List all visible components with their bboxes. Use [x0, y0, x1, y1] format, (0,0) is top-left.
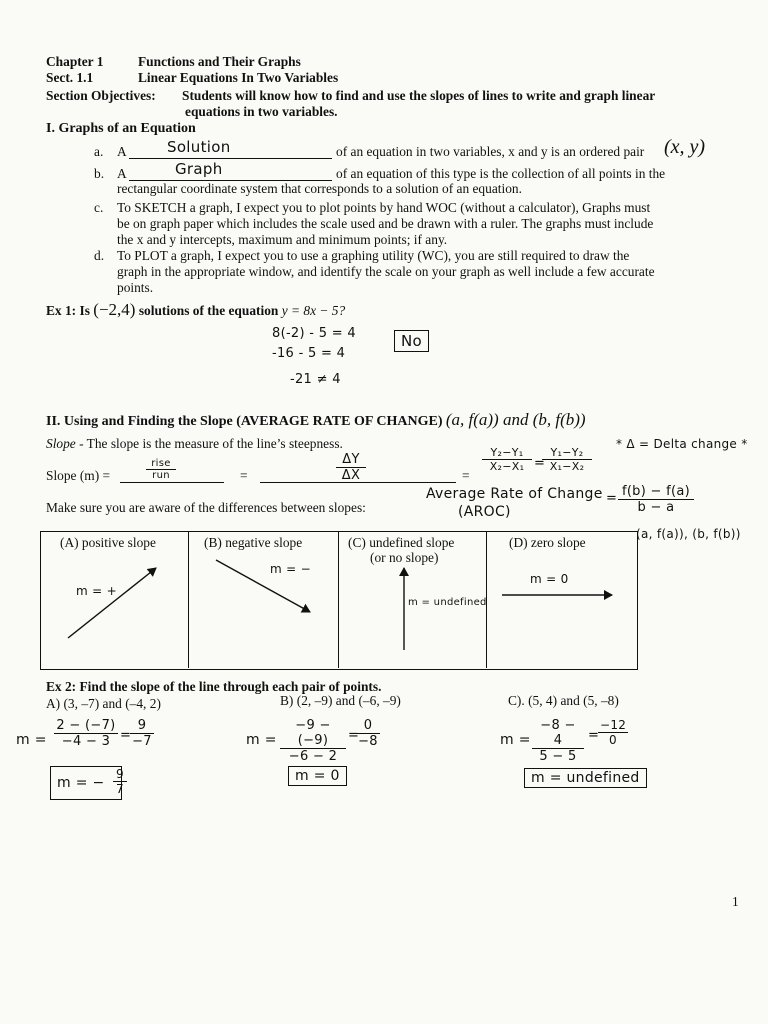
y2-minus-y1: Y₂−Y₁	[482, 446, 532, 460]
item-b-prefix: A	[117, 166, 127, 181]
ex1-point: (−2,4)	[93, 300, 136, 319]
ex2-a-label: A) (3, –7) and (–4, 2)	[46, 696, 161, 711]
header-negative-slope: (B) negative slope	[204, 535, 303, 550]
ex2-b-fraction	[280, 718, 346, 764]
note-zero: m = 0	[530, 572, 569, 586]
run: run	[152, 470, 170, 481]
ordered-pair: (x, y)	[664, 136, 706, 158]
ex2-c-denominator: 5 − 5	[539, 749, 577, 764]
aroc-abbr: (AROC)	[458, 504, 511, 520]
section-title: Linear Equations In Two Variables	[138, 70, 339, 85]
negative-slope-arrow	[216, 560, 310, 612]
ex2-c-fraction	[532, 718, 584, 764]
item-c-line-1: To SKETCH a graph, I expect you to plot points by hand WOC (without a calculator), Graphs must	[117, 200, 651, 215]
rise: rise	[146, 458, 176, 470]
ex2-c-result	[598, 718, 628, 747]
item-b-text-2: rectangular coordinate system that corresponds to a solution of an equation.	[117, 181, 522, 196]
section-2-title: II. Using and Finding the Slope (AVERAGE RATE OF CHANGE)	[46, 414, 443, 429]
x1-minus-x2: X₁−X₂	[549, 460, 585, 473]
ex2-a-answer-num: 9	[113, 767, 127, 782]
fb-minus-fa: f(b) − f(a)	[618, 484, 694, 500]
aroc-label: Average Rate of Change	[426, 486, 603, 502]
ex1-work-2: -16 - 5 = 4	[272, 346, 346, 361]
section-2-points: (a, f(a)) and (b, f(b))	[445, 410, 586, 429]
slope-term: Slope	[46, 436, 76, 451]
ex2-c-equals: =	[588, 728, 600, 743]
delta-x: ΔX	[341, 468, 361, 483]
chapter-title: Functions and Their Graphs	[138, 54, 301, 69]
b-minus-a: b − a	[637, 500, 675, 515]
aroc-points: (a, f(a)), (b, f(b))	[636, 527, 741, 541]
header-zero-slope: (D) zero slope	[509, 535, 586, 550]
ex2-a-numerator: 2 − (−7)	[54, 718, 118, 734]
ex1-equation: y = 8x − 5?	[281, 303, 346, 318]
ex2-a-answer-box	[50, 766, 122, 800]
objectives-label: Section Objectives:	[46, 88, 156, 103]
item-d-line-3: points.	[117, 280, 154, 295]
delta-y: ΔY	[336, 452, 366, 468]
section-1-title: I. Graphs of an Equation	[46, 121, 196, 136]
header-undefined-slope: (C) undefined slope	[348, 535, 455, 550]
page-number: 1	[732, 894, 739, 909]
header-positive-slope: (A) positive slope	[60, 535, 156, 550]
ex2-c-answer-box: m = undefined	[524, 768, 647, 788]
ex1-label: Ex 1:	[46, 303, 77, 318]
ex2-b-answer-box: m = 0	[288, 766, 347, 786]
header-undefined-sub: (or no slope)	[370, 550, 439, 565]
delta-note: * Δ = Delta change *	[616, 437, 748, 451]
aware-text: Make sure you are aware of the differences between slopes:	[46, 500, 366, 515]
ex2-b-m: m =	[246, 732, 277, 748]
ex1-text-1: Is	[79, 303, 90, 318]
ex1-work-1: 8(-2) - 5 = 4	[272, 326, 356, 341]
note-undefined: m = undefined	[408, 597, 487, 608]
ex2-b-numerator: −9 − (−9)	[280, 718, 346, 749]
ex2-c-m: m =	[500, 732, 531, 748]
item-a-prefix: A	[117, 144, 127, 159]
item-c-line-3: the x and y intercepts, maximum and minimum points; if any.	[117, 232, 448, 247]
item-c-letter: c.	[94, 200, 104, 215]
equals-3: =	[534, 456, 546, 471]
ex2-b-equals: =	[348, 728, 360, 743]
ex2-a-answer: m = −	[57, 775, 105, 791]
ex2-c-label: C). (5, 4) and (5, –8)	[508, 693, 619, 708]
section-label: Sect. 1.1	[46, 70, 94, 85]
ex2-a-result-den: −7	[132, 734, 152, 749]
ex2-b-result	[356, 718, 380, 749]
ex2-a-equals: =	[120, 728, 132, 743]
equals-2: =	[462, 468, 470, 483]
ex2-b-result-den: −8	[358, 734, 378, 749]
objectives-line-2: equations in two variables.	[185, 104, 338, 119]
ex2-title: Ex 2: Find the slope of the line through each pair of points.	[46, 679, 382, 694]
ex1-answer-box: No	[394, 330, 429, 352]
note-negative: m = −	[270, 562, 311, 576]
ex1-work-3: -21 ≠ 4	[290, 372, 341, 387]
chapter-label: Chapter 1	[46, 54, 104, 69]
ex2-b-denominator: −6 − 2	[288, 749, 338, 764]
ex2-c-numerator: −8 − 4	[532, 718, 584, 749]
ex2-b-result-num: 0	[356, 718, 380, 734]
equals-1: =	[240, 468, 248, 483]
ex2-c-result-den: 0	[609, 733, 617, 747]
ex2-a-answer-fraction	[113, 767, 127, 796]
ex2-a-fraction	[54, 718, 118, 749]
item-a-text: of an equation in two variables, x and y is an ordered pair	[336, 144, 645, 159]
item-d-line-2: graph in the appropriate window, and identify the scale on your graph as well include a few accurate	[117, 264, 655, 279]
equals-4: =	[606, 491, 618, 506]
ex2-c-result-num: −12	[600, 718, 627, 732]
y1-minus-y2: Y₁−Y₂	[542, 446, 592, 460]
item-d-line-1: To PLOT a graph, I expect you to use a graphing utility (WC), you are still required to draw the	[117, 248, 630, 263]
item-c-line-2: be on graph paper which includes the scale used and be drawn with a ruler. The graphs must include	[117, 216, 654, 231]
x2-minus-x1: X₂−X₁	[489, 460, 525, 473]
item-b-letter: b.	[94, 166, 105, 181]
ex2-b-label: B) (2, –9) and (–6, –9)	[280, 693, 401, 708]
item-b-answer: Graph	[175, 160, 223, 178]
ex2-a-denominator: −4 − 3	[61, 734, 111, 749]
objectives-line-1: Students will know how to find and use the slopes of lines to write and graph linear	[182, 88, 656, 103]
item-a-answer: Solution	[167, 138, 231, 156]
slope-m-label: Slope (m) =	[46, 468, 111, 483]
ex1-text-2: solutions of the equation	[138, 303, 279, 318]
item-b-text-1: of an equation of this type is the collection of all points in the	[336, 166, 666, 181]
slope-definition-text: - The slope is the measure of the line’s steepness.	[75, 436, 343, 451]
ex2-a-m: m =	[16, 732, 47, 748]
ex2-a-result	[130, 718, 154, 749]
ex2-a-result-num: 9	[130, 718, 154, 734]
item-a-letter: a.	[94, 144, 104, 159]
ex2-a-answer-den: 7	[116, 782, 124, 796]
note-positive: m = +	[76, 584, 117, 598]
positive-slope-arrow	[68, 568, 156, 638]
item-d-letter: d.	[94, 248, 105, 263]
